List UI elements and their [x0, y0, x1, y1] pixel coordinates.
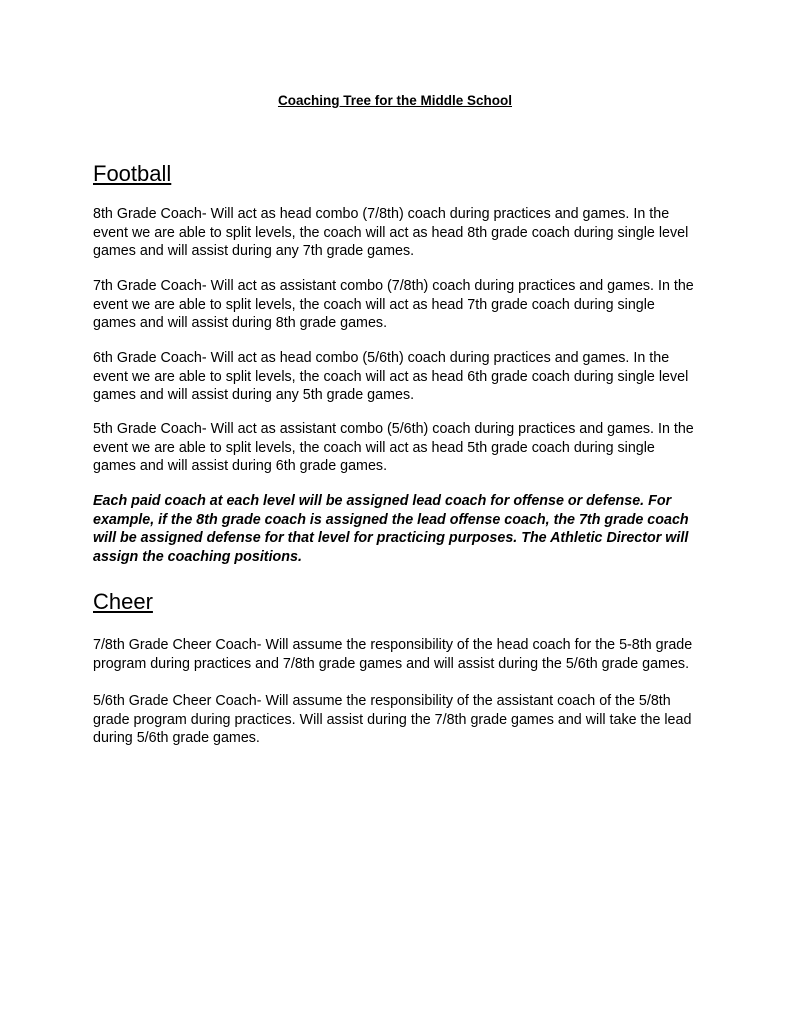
section-heading-football: Football: [93, 161, 172, 186]
paragraph-6th-grade-coach: 6th Grade Coach- Will act as head combo (5/6th) coach during practices and games. In the event we are able to split levels, the coach will act as head 6th grade coach during single level games and will assist during any 5th grade games.: [93, 350, 689, 404]
paragraph-5th-grade-coach: 5th Grade Coach- Will act as assistant combo (5/6th) coach during practices and games. In the event we are able to split levels, the coach will act as head 5th grade coach during single games and will assist during 6th grade games.: [93, 421, 694, 475]
paragraph-78th-cheer-coach: 7/8th Grade Cheer Coach- Will assume the responsibility of the head coach for the 5-8th grade program during practices and 7/8th grade games and will assist during the 5/6th grade games.: [93, 637, 693, 672]
paragraph-football-note: Each paid coach at each level will be assigned lead coach for offense or defense. For example, if the 8th grade coach is assigned the lead offense coach, the 7th grade coach will be assigned defense for that level for practicing purposes. The Athletic Director will assign the coaching positions.: [93, 493, 689, 566]
paragraph-56th-cheer-coach: 5/6th Grade Cheer Coach- Will assume the responsibility of the assistant coach of the 5/8th grade program during practices. Will assist during the 7/8th grade games and will take the lead during 5/6th grade games.: [93, 693, 692, 747]
paragraph-7th-grade-coach: 7th Grade Coach- Will act as assistant combo (7/8th) coach during practices and games. In the event we are able to split levels, the coach will act as head 7th grade coach during single games and will assist during 8th grade games.: [93, 278, 694, 332]
section-heading-cheer: Cheer: [93, 589, 153, 614]
paragraph-8th-grade-coach: 8th Grade Coach- Will act as head combo (7/8th) coach during practices and games. In the event we are able to split levels, the coach will act as head 8th grade coach during single level games and will assist during any 7th grade games.: [93, 206, 689, 260]
document-title: Coaching Tree for the Middle School: [277, 93, 513, 108]
